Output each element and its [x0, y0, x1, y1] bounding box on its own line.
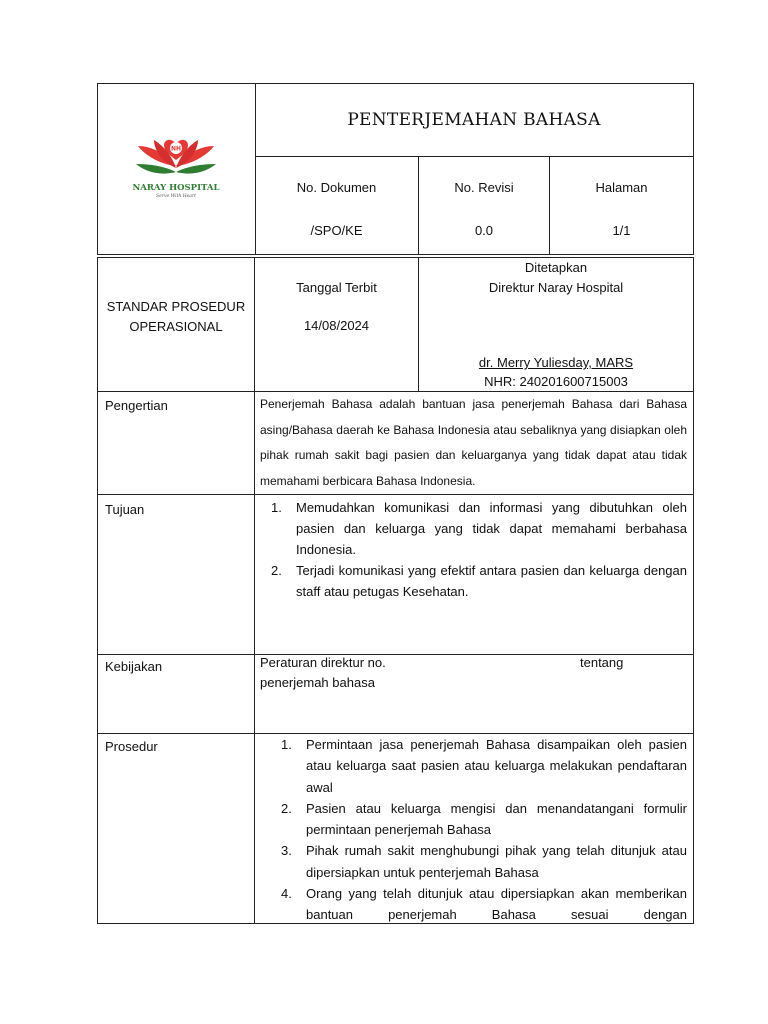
kebijakan-label: Kebijakan — [105, 659, 163, 674]
doc-number-cell — [255, 156, 418, 254]
issue-date-label: Tanggal Terbit — [296, 280, 377, 295]
list-item: 3. Pihak rumah sakit menghubungi pihak yang telah ditunjuk atau dipersiapkan untuk penterjemah Bahasa — [281, 843, 687, 880]
tujuan-list — [260, 497, 687, 602]
hospital-logo — [98, 84, 255, 254]
kebijakan-line1-right: tentang — [580, 655, 624, 670]
sop-body-table — [97, 257, 694, 924]
logo-name: NARAY HOSPITAL — [132, 183, 220, 193]
list-item: 2. Pasien atau keluarga mengisi dan menandatangani formulir permintaan penerjemah Bahasa — [281, 800, 687, 838]
sop-label-line2: OPERASIONAL — [129, 319, 223, 334]
doc-number-value: /SPO/KE — [310, 223, 363, 238]
prosedur-list — [270, 734, 687, 926]
document-header-table — [97, 83, 694, 255]
revision-label: No. Revisi — [454, 180, 514, 195]
list-item: 1. Memudahkan komunikasi dan informasi yang dibutuhkan oleh pasien dan keluarga yang tidak dapat memahami berbahasa Indonesia. — [271, 500, 687, 557]
sop-label-line1: STANDAR PROSEDUR — [106, 299, 246, 314]
approved-label: Ditetapkan — [524, 260, 588, 275]
page-value: 1/1 — [612, 223, 631, 238]
issue-date-value: 14/08/2024 — [303, 318, 370, 333]
approver-nhr: NHR: 240201600715003 — [484, 374, 628, 389]
document-title: PENTERJEMAHAN BAHASA — [255, 84, 693, 157]
approver-name: dr. Merry Yuliesday, MARS — [478, 355, 634, 370]
tujuan-label: Tujuan — [105, 502, 145, 517]
revision-cell — [419, 156, 549, 254]
page-cell — [550, 156, 693, 254]
revision-value: 0.0 — [474, 223, 494, 238]
kebijakan-line1-left: Peraturan direktur no. — [260, 655, 386, 670]
prosedur-label: Prosedur — [105, 739, 158, 754]
kebijakan-line2: penerjemah bahasa — [260, 675, 375, 690]
sop-label — [98, 297, 254, 337]
list-item: 4. Orang yang telah ditunjuk atau dipersiapkan akan memberikan bantuan penerjemah Bahasa sesuai dengan — [281, 886, 687, 923]
logo-badge-text: NH — [170, 145, 182, 153]
list-item: 2. Terjadi komunikasi yang efektif antara pasien dan keluarga dengan staff atau petugas Kesehatan. — [271, 563, 687, 599]
pengertian-text: Penerjemah Bahasa adalah bantuan jasa penerjemah Bahasa dari Bahasa asing/Bahasa daerah ke Bahasa Indonesia atau sebaliknya yang disiapkan oleh pihak rumah sakit bagi pasien dan keluarganya yang tidak dapat atau tidak memahami berbicara Bahasa Indonesia. — [260, 397, 687, 488]
pengertian-label: Pengertian — [105, 398, 168, 413]
logo-tagline: Serve With Heart — [156, 194, 196, 199]
doc-number-label: No. Dokumen — [296, 180, 377, 195]
approver-title: Direktur Naray Hospital — [488, 280, 624, 295]
list-item: 1. Permintaan jasa penerjemah Bahasa disampaikan oleh pasien atau keluarga saat pasien atau keluarga melakukan pendaftaran awal — [281, 737, 687, 795]
logo-cell — [98, 84, 256, 254]
page-label: Halaman — [595, 180, 648, 195]
